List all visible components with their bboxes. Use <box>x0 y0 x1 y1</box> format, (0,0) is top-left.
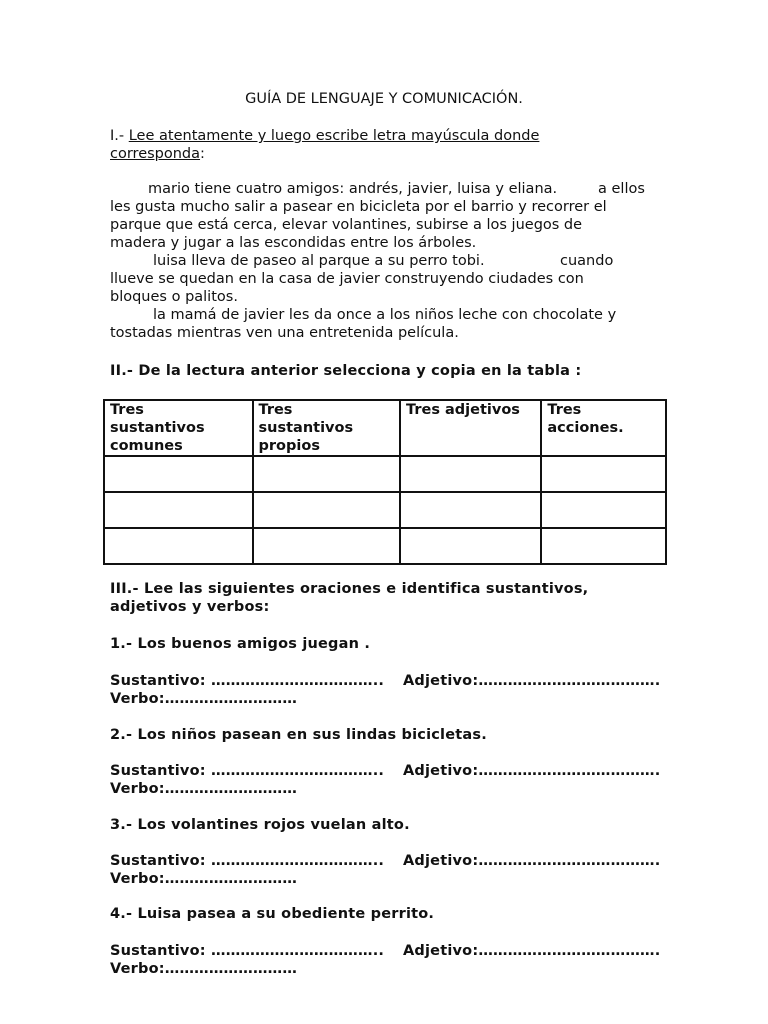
table-row <box>104 528 666 564</box>
adjetivo-answer-line[interactable]: Adjetivo:………………………………. <box>403 673 661 689</box>
table-row <box>104 456 666 492</box>
reading-line: a ellos <box>598 181 645 197</box>
reading-line: les gusta mucho salir a pasear en bicicleta por el barrio y recorrer el <box>110 199 607 215</box>
reading-line: mario tiene cuatro amigos: andrés, javier, luisa y eliana. <box>148 181 558 197</box>
reading-line: parque que está cerca, elevar volantines, subirse a los juegos de <box>110 217 583 233</box>
header-text: sustantivos <box>258 420 354 436</box>
table-cell[interactable] <box>104 456 253 492</box>
verbo-answer-line[interactable]: Verbo:……………………… <box>110 781 298 797</box>
instruction-text-line2: corresponda <box>110 146 201 162</box>
answer-table <box>103 399 667 565</box>
exercise-sentence: 4.- Luisa pasea a su obediente perrito. <box>110 906 435 922</box>
sustantivo-answer-line[interactable]: Sustantivo: …………………………….. <box>110 763 385 779</box>
instruction-text-line1: Lee atentamente y luego escribe letra mayúscula donde <box>128 128 540 144</box>
verbo-answer-line[interactable]: Verbo:……………………… <box>110 961 298 977</box>
exercise-sentence: 1.- Los buenos amigos juegan . <box>110 636 371 652</box>
table-cell[interactable] <box>541 492 666 528</box>
header-cell-sustantivos-propios <box>253 400 401 456</box>
header-cell-acciones <box>541 400 666 456</box>
exercise-sentence: 2.- Los niños pasean en sus lindas bicicletas. <box>110 727 487 743</box>
table-cell[interactable] <box>541 456 666 492</box>
reading-line: madera y jugar a las escondidas entre los árboles. <box>110 235 477 251</box>
table-cell[interactable] <box>253 528 401 564</box>
adjetivo-answer-line[interactable]: Adjetivo:………………………………. <box>403 943 661 959</box>
table-cell[interactable] <box>400 492 541 528</box>
header-text: sustantivos <box>110 420 205 436</box>
verbo-answer-line[interactable]: Verbo:……………………… <box>110 871 298 887</box>
table-header-row <box>104 400 666 456</box>
sustantivo-answer-line[interactable]: Sustantivo: …………………………….. <box>110 673 385 689</box>
reading-line: tostadas mientras ven una entretenida película. <box>110 325 459 341</box>
header-text: comunes <box>110 438 183 454</box>
header-text: Tres <box>547 402 582 418</box>
header-text: acciones. <box>547 420 624 436</box>
page-title: GUÍA DE LENGUAJE Y COMUNICACIÓN. <box>245 91 523 107</box>
verbo-answer-line[interactable]: Verbo:……………………… <box>110 691 298 707</box>
header-cell-sustantivos-comunes <box>104 400 253 456</box>
sustantivo-answer-line[interactable]: Sustantivo: …………………………….. <box>110 943 385 959</box>
section-3-heading-line1: III.- Lee las siguientes oraciones e identifica sustantivos, <box>110 581 589 597</box>
table-cell[interactable] <box>541 528 666 564</box>
header-cell-adjetivos <box>400 400 541 456</box>
instruction-colon: : <box>200 146 205 162</box>
reading-line: luisa lleva de paseo al parque a su perro tobi. <box>153 253 485 269</box>
adjetivo-answer-line[interactable]: Adjetivo:………………………………. <box>403 853 661 869</box>
table-cell[interactable] <box>104 492 253 528</box>
section-1-numeral: I.- <box>110 128 125 144</box>
reading-line: bloques o palitos. <box>110 289 238 305</box>
adjetivo-answer-line[interactable]: Adjetivo:………………………………. <box>403 763 661 779</box>
header-text: Tres <box>110 402 144 418</box>
reading-line: llueve se quedan en la casa de javier construyendo ciudades con <box>110 271 584 287</box>
header-text: Tres adjetivos <box>406 402 520 418</box>
section-2-heading: II.- De la lectura anterior selecciona y copia en la tabla : <box>110 363 582 379</box>
table-cell[interactable] <box>253 492 401 528</box>
table-row <box>104 492 666 528</box>
reading-line: la mamá de javier les da once a los niños leche con chocolate y <box>153 307 617 323</box>
reading-line: cuando <box>560 253 614 269</box>
table-cell[interactable] <box>253 456 401 492</box>
table-cell[interactable] <box>400 528 541 564</box>
section-3-heading-line2: adjetivos y verbos: <box>110 599 270 615</box>
section-1-instruction <box>110 127 539 163</box>
exercise-sentence: 3.- Los volantines rojos vuelan alto. <box>110 817 410 833</box>
sustantivo-answer-line[interactable]: Sustantivo: …………………………….. <box>110 853 385 869</box>
header-text: propios <box>258 438 320 454</box>
table-cell[interactable] <box>400 456 541 492</box>
header-text: Tres <box>258 402 293 418</box>
table-cell[interactable] <box>104 528 253 564</box>
